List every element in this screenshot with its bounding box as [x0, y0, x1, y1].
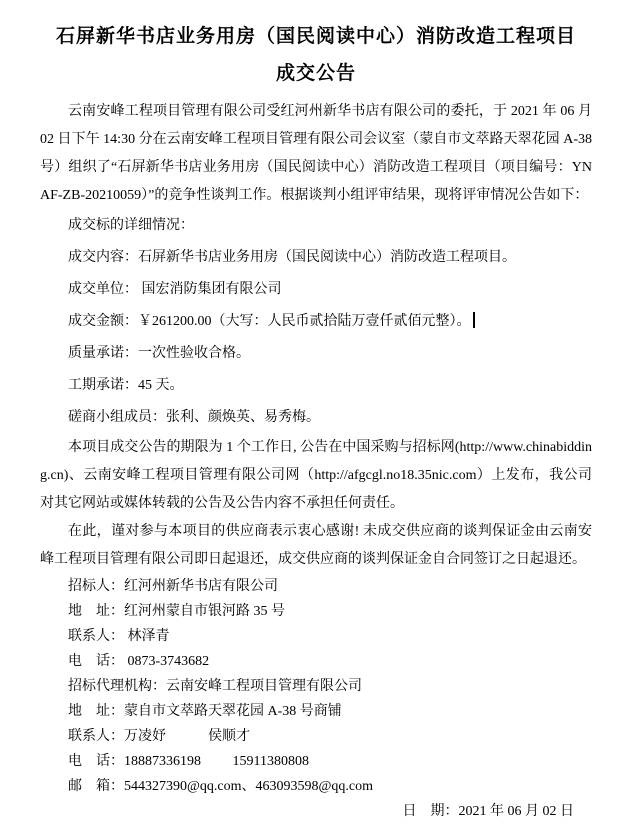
agency-address-line: 地 址：蒙自市文萃路天翠花园 A-38 号商铺 — [68, 704, 342, 719]
detail-winner-line: 成交单位： 国宏消防集团有限公司 — [68, 282, 282, 297]
document-title-line2: 成交公告 — [275, 63, 356, 84]
details-heading: 成交标的详细情况： — [68, 218, 194, 233]
agency-phone-line: 电 话：18887336198 15911380808 — [68, 754, 309, 769]
text-cursor-icon — [473, 312, 475, 328]
intro-paragraph: 云南安峰工程项目管理有限公司受红河州新华书店有限公司的委托，于 2021 年 06 月 02 日下午 14:30 分在云南安峰工程项目管理有限公司会议室（蒙自市文萃路天翠花园 A-38 号）组织了“石屏新华书店业务用房（国民阅读中心）消防改造工程项目（项目编号：YNAF-ZB-20210059）”的竞争性谈判工作。根据谈判小组评审结果，现将评审情况公告如下： — [40, 104, 592, 203]
tenderer-address-line: 地 址：红河州蒙自市银河路 35 号 — [68, 604, 285, 619]
agency-contact-line: 联系人：万凌妤 侯顺才 — [68, 729, 250, 744]
agency-email-line: 邮 箱：544327390@qq.com、463093598@qq.com — [68, 779, 373, 794]
document-title — [40, 18, 592, 92]
tenderer-phone-line: 电 话： 0873-3743682 — [68, 654, 210, 669]
detail-duration-line: 工期承诺：45 天。 — [68, 378, 184, 393]
document-title-line1: 石屏新华书店业务用房（国民阅读中心）消防改造工程项目 — [55, 26, 576, 47]
detail-content-line: 成交内容：石屏新华书店业务用房（国民阅读中心）消防改造工程项目。 — [68, 250, 516, 265]
agency-line: 招标代理机构：云南安峰工程项目管理有限公司 — [68, 679, 362, 694]
detail-panel-members-line: 磋商小组成员：张利、颜焕英、易秀梅。 — [68, 410, 320, 425]
detail-amount-text: 成交金额：￥261200.00（大写：人民币贰拾陆万壹仟贰佰元整）。 — [68, 314, 471, 329]
tenderer-line: 招标人：红河州新华书店有限公司 — [68, 579, 278, 594]
tenderer-contact-line: 联系人： 林泽青 — [68, 629, 170, 644]
announcement-paragraph: 本项目成交公告的期限为 1 个工作日, 公告在中国采购与招标网(http://www.chinabidding.cn)、云南安峰工程项目管理有限公司网（http://afgcgl.no18.35nic.com）上发布，我公司对其它网站或媒体转载的公告及公告内容不承担任何责任。 — [40, 440, 592, 511]
detail-quality-line: 质量承诺：一次性验收合格。 — [68, 346, 250, 361]
date-line: 日 期：2021 年 06 月 02 日 — [402, 804, 574, 819]
detail-amount-line — [40, 306, 592, 338]
thanks-paragraph: 在此，谨对参与本项目的供应商表示衷心感谢! 未成交供应商的谈判保证金由云南安峰工程项目管理有限公司即日起退还，成交供应商的谈判保证金自合同签订之日起退还。 — [40, 524, 592, 567]
